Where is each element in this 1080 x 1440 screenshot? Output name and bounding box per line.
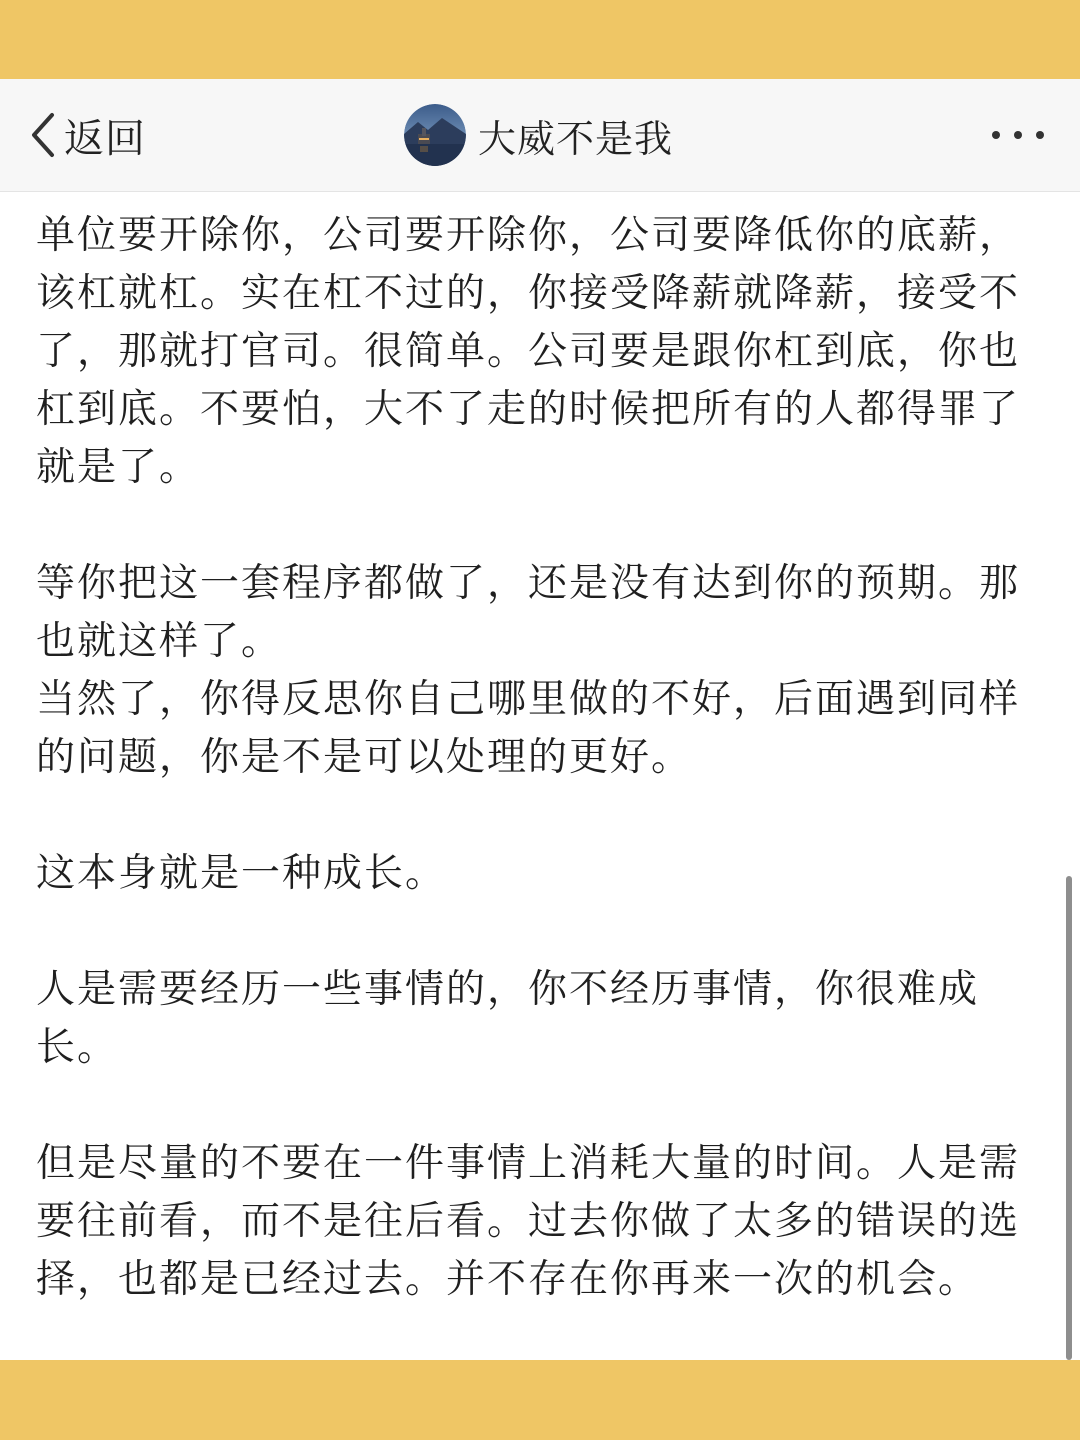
paragraph: 当然了，你得反思你自己哪里做的不好，后面遇到同样的问题，你是不是可以处理的更好。 <box>36 677 1021 780</box>
avatar[interactable] <box>404 104 466 166</box>
paragraph <box>36 497 1031 555</box>
paragraph: 单位要开除你，公司要开除你，公司要降低你的底薪，该杠就杠。实在杠不过的，你接受降薪就降薪，接受不了，那就打官司。很简单。公司要是跟你杠到底，你也杠到底。不要怕，大不了走的时候把所有的人都得罪了就是了。 <box>36 213 1021 490</box>
top-color-band <box>0 0 1080 79</box>
scrollbar[interactable] <box>1066 876 1072 1360</box>
author-header[interactable] <box>404 103 673 167</box>
paragraph <box>36 903 1031 961</box>
page-title: 大威不是我 <box>478 116 674 161</box>
navigation-bar <box>0 79 1080 192</box>
paragraph <box>36 1077 1031 1135</box>
paragraph: 这本身就是一种成长。 <box>36 851 447 896</box>
paragraph: 但是尽量的不要在一件事情上消耗大量的时间。人是需要往前看，而不是往后看。过去你做了太多的错误的选择，也都是已经过去。并不存在你再来一次的机会。 <box>36 1141 1021 1302</box>
article-body <box>36 207 1031 1357</box>
bottom-color-band <box>0 1360 1080 1440</box>
paragraph: 等你把这一套程序都做了，还是没有达到你的预期。那也就这样了。 <box>36 561 1021 664</box>
back-label: 返回 <box>64 115 146 162</box>
paragraph <box>36 787 1031 845</box>
paragraph: 人是需要经历一些事情的，你不经历事情，你很难成长。 <box>36 967 980 1070</box>
chevron-left-icon <box>26 107 60 163</box>
back-button[interactable] <box>26 107 146 163</box>
more-horizontal-icon[interactable] <box>988 113 1048 157</box>
